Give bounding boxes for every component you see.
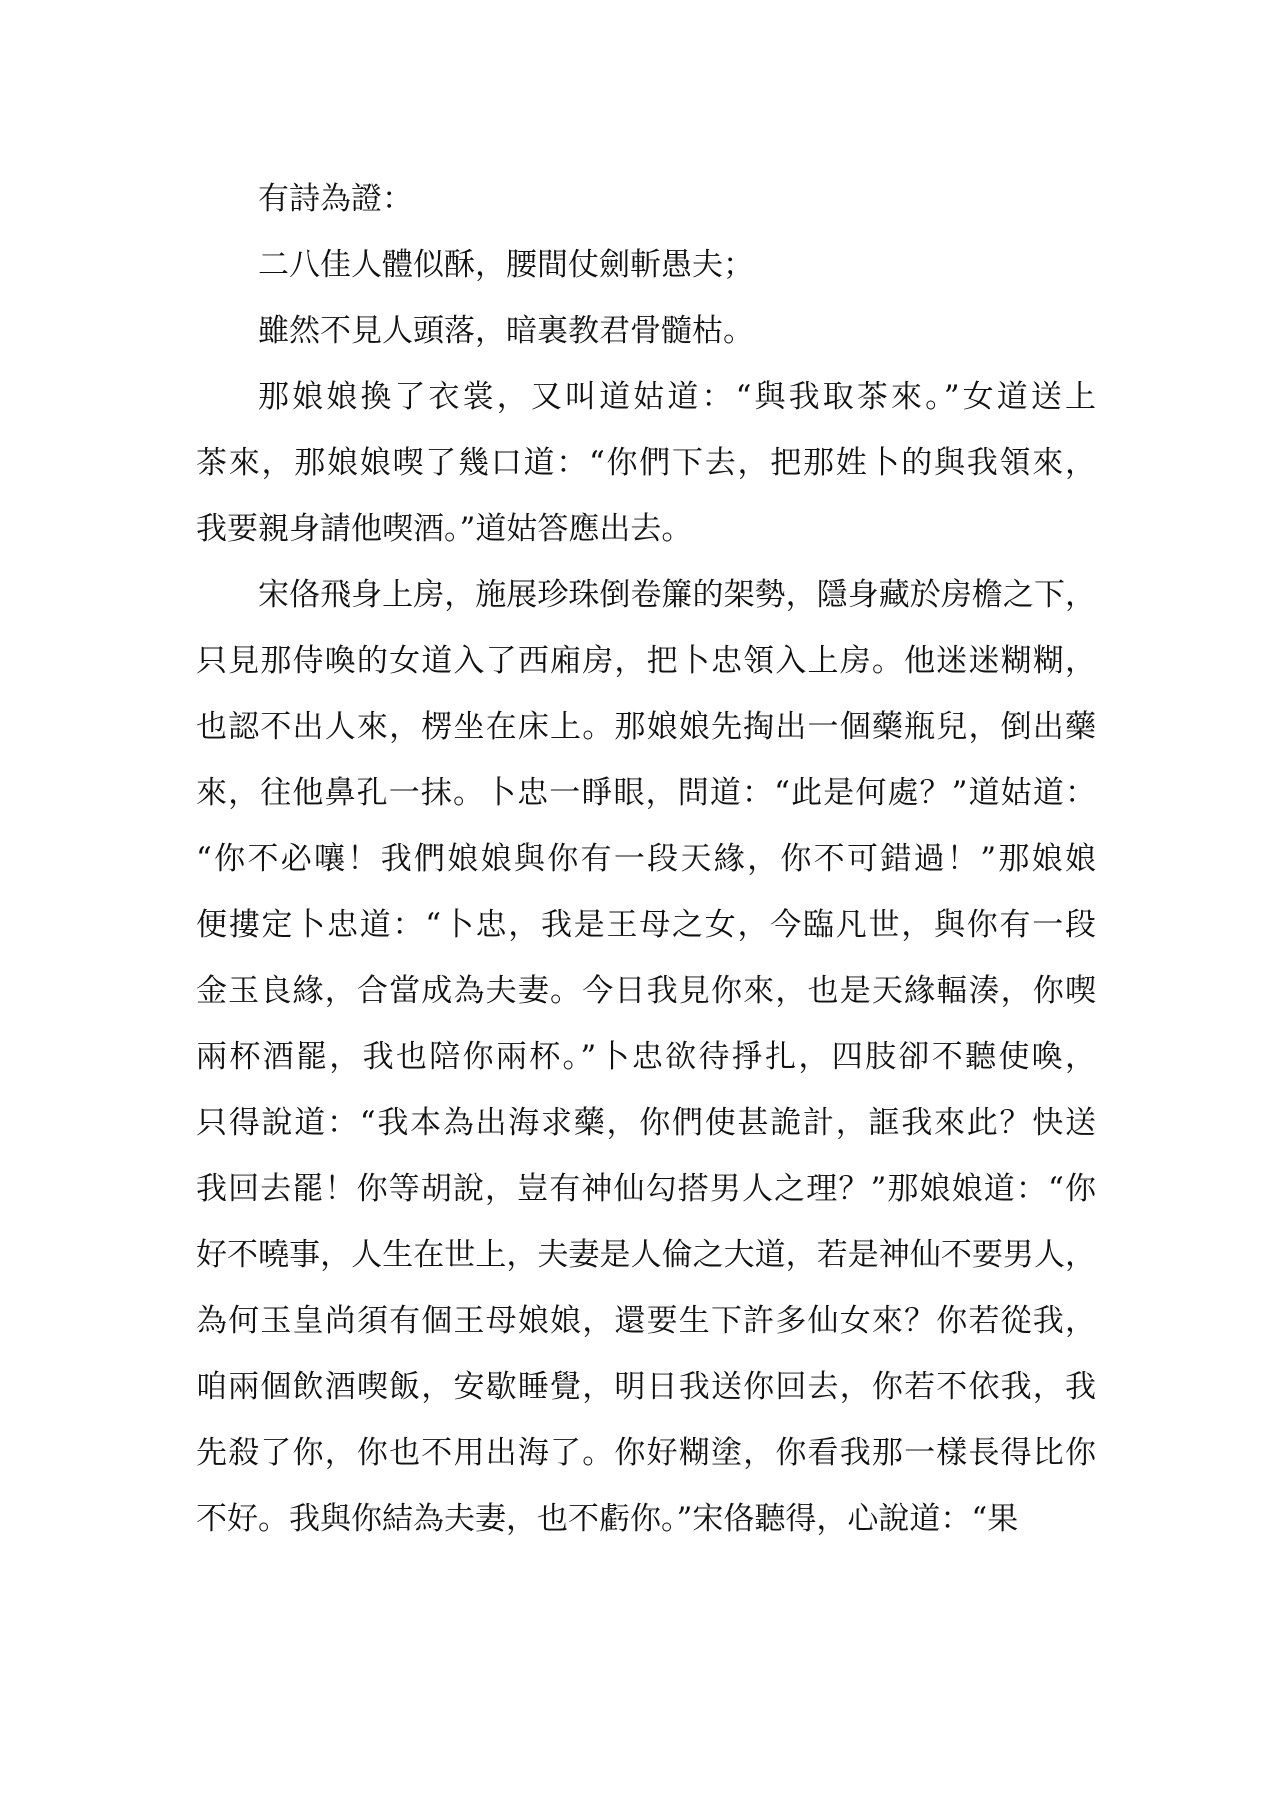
text-line: “你不必嚷！我們娘娘與你有一段天緣，你不可錯過！”那娘娘: [196, 841, 1096, 877]
poem-line: 雖然不見人頭落，暗裏教君骨髓枯。: [258, 313, 754, 349]
text-line: 便摟定卜忠道：“卜忠，我是王母之女，今臨凡世，與你有一段: [196, 907, 1096, 943]
text-line: 好不曉事，人生在世上，夫妻是人倫之大道，若是神仙不要男人，: [196, 1237, 1096, 1273]
document-page: [196, 166, 1096, 1552]
text-line: 兩杯酒罷，我也陪你兩杯。”卜忠欲待掙扎，四肢卻不聽使喚，: [196, 1039, 1096, 1075]
text-line: 也認不出人來，楞坐在床上。那娘娘先掏出一個藥瓶兒，倒出藥: [196, 709, 1096, 745]
text-line: 我要親身請他喫酒。”道姑答應出去。: [196, 511, 693, 547]
text-line: 那娘娘換了衣裳，又叫道姑道：“與我取茶來。”女道送上: [258, 379, 1096, 415]
paragraph: [196, 562, 1096, 1552]
text-line: 為何玉皇尚須有個王母娘娘，還要生下許多仙女來？你若從我，: [196, 1303, 1096, 1339]
text-line: 先殺了你，你也不用出海了。你好糊塗，你看我那一樣長得比你: [196, 1435, 1096, 1471]
text-line: 茶來，那娘娘喫了幾口道：“你們下去，把那姓卜的與我領來，: [196, 445, 1096, 481]
text-line: 咱兩個飲酒喫飯，安歇睡覺，明日我送你回去，你若不依我，我: [196, 1369, 1096, 1405]
poem-intro: 有詩為證：: [258, 181, 413, 217]
text-line: 只得說道：“我本為出海求藥，你們使甚詭計，誆我來此？快送: [196, 1105, 1096, 1141]
text-line: 我回去罷！你等胡說，豈有神仙勾搭男人之理？”那娘娘道：“你: [196, 1171, 1096, 1207]
text-line: 來，往他鼻孔一抹。卜忠一睜眼，問道：“此是何處？”道姑道：: [196, 775, 1096, 811]
poem-line: 二八佳人體似酥，腰間仗劍斬愚夫；: [258, 247, 754, 283]
paragraph: [196, 364, 1096, 562]
text-line: 宋佫飛身上房，施展珍珠倒卷簾的架勢，隱身藏於房檐之下，: [258, 577, 1096, 613]
text-line: 金玉良緣，合當成為夫妻。今日我見你來，也是天緣輻湊，你喫: [196, 973, 1096, 1009]
text-line: 只見那侍喚的女道入了西廂房，把卜忠領入上房。他迷迷糊糊，: [196, 643, 1096, 679]
text-line: 不好。我與你結為夫妻，也不虧你。”宋佫聽得，心說道：“果: [196, 1501, 1019, 1537]
